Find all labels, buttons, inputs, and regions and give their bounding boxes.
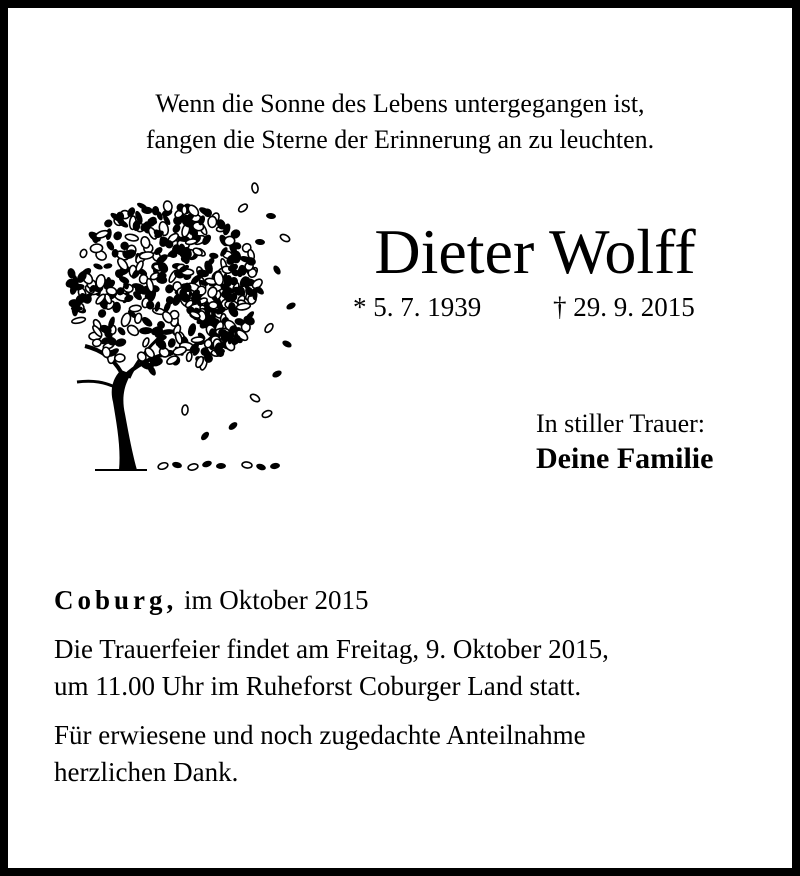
death-date: † 29. 9. 2015 <box>553 292 695 322</box>
service-line-2: um 11.00 Uhr im Ruheforst Coburger Land statt. <box>54 671 582 701</box>
birth-date: * 5. 7. 1939 <box>353 292 482 322</box>
leaf <box>242 461 253 468</box>
leaf <box>79 248 88 258</box>
leaf <box>191 337 204 343</box>
leaf <box>139 327 153 335</box>
leaf <box>271 369 283 379</box>
leaf <box>114 354 125 362</box>
leaf <box>92 262 103 271</box>
leaf <box>285 301 297 311</box>
leaf <box>201 460 212 469</box>
notice-date: im Oktober 2015 <box>177 585 369 615</box>
leaf <box>157 462 168 471</box>
mourners-label: In stiller Trauer: <box>536 409 705 438</box>
thanks-line-2: herzlichen Dank. <box>54 757 239 787</box>
leaf <box>237 203 249 214</box>
leaf <box>263 322 274 334</box>
leaf <box>187 463 198 471</box>
leaf <box>281 339 293 349</box>
leaf <box>227 421 239 432</box>
leaf <box>172 345 187 356</box>
leaf <box>249 393 261 403</box>
leaf <box>103 218 114 229</box>
motto-line-2: fangen die Sterne der Erinnerung an zu leuchten. <box>145 125 655 154</box>
leaf <box>187 322 198 337</box>
leaf <box>261 409 273 419</box>
leaf <box>251 183 258 194</box>
place-name: Coburg, <box>54 585 178 615</box>
leaf <box>96 308 107 320</box>
leaf <box>129 305 141 312</box>
service-line-1: Die Trauerfeier findet am Freitag, 9. Oktober 2015, <box>54 634 609 664</box>
leaf <box>140 236 151 249</box>
leaf <box>125 233 139 242</box>
windblown-tree-icon <box>55 178 305 478</box>
leaf <box>182 206 187 215</box>
thanks-text <box>54 717 754 791</box>
leaf <box>112 230 124 242</box>
service-info <box>54 631 754 705</box>
leaf <box>103 263 113 270</box>
leaf <box>255 238 266 245</box>
leaf <box>224 236 236 247</box>
leaf <box>279 233 291 243</box>
leaf <box>90 243 103 253</box>
leaf <box>272 264 282 276</box>
leaf <box>182 405 189 415</box>
leaf <box>208 216 217 227</box>
leaf <box>270 462 281 469</box>
leaf <box>116 326 127 337</box>
leaf <box>157 272 166 279</box>
leaf <box>266 212 277 219</box>
leaf <box>171 461 182 469</box>
place-date-line <box>54 582 754 619</box>
leaf <box>71 316 86 324</box>
deceased-name: Dieter Wolff <box>374 216 696 287</box>
mourners-family: Deine Familie <box>536 442 714 475</box>
thanks-line-1: Für erwiesene und noch zugedachte Anteilnahme <box>54 720 586 750</box>
leaf <box>199 430 210 441</box>
leaf <box>209 252 219 259</box>
leaf <box>216 463 226 469</box>
leaf <box>255 463 266 472</box>
ground-leaves <box>157 460 280 472</box>
motto-line-1: Wenn die Sonne des Lebens untergegangen ist, <box>155 89 645 118</box>
motto <box>8 86 792 158</box>
